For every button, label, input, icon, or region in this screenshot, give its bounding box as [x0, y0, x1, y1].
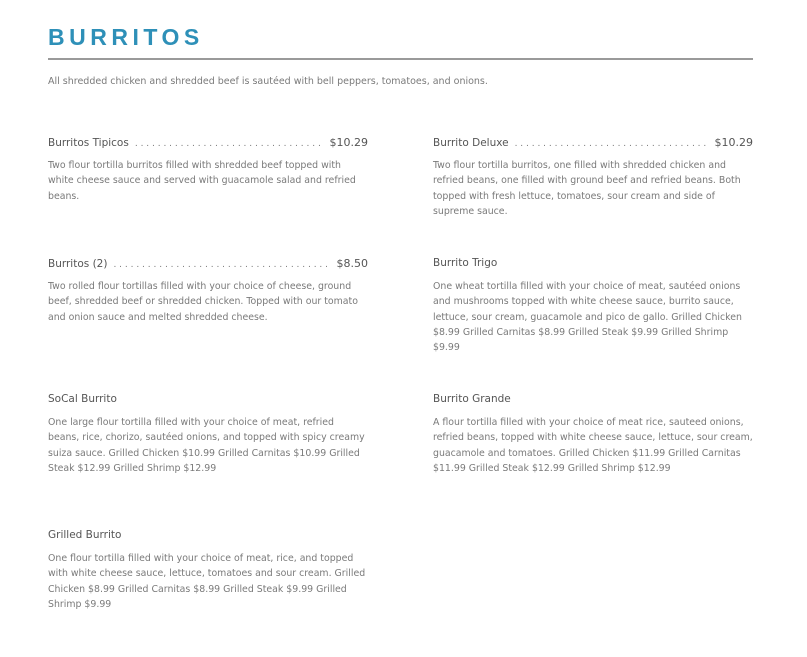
item-description: One flour tortilla filled with your choice of meat, rice, and topped with white cheese sauce, lettuce, tomatoes and sour cream. Grilled Chicken $8.99 Grilled Carnitas $8.99 Grilled Steak $9.99 Grilled Shrimp $9.99	[48, 553, 366, 610]
item-description: Two flour tortilla burritos filled with shredded beef topped with white cheese sauce and served with guacamole salad and refried beans.	[48, 160, 356, 202]
menu-item	[48, 136, 368, 204]
item-name: Burrito Deluxe	[433, 137, 509, 149]
menu-item	[48, 393, 368, 476]
item-price: $10.29	[714, 136, 753, 149]
menu-item	[48, 257, 368, 325]
item-description: One wheat tortilla filled with your choice of meat, sautéed onions and mushrooms topped with white cheese sauce, burrito sauce, lettuce, sour cream, guacamole and pico de gallo. Grilled Chicken $8.99 Grilled Carnitas $8.99 Grilled Steak $9.99 Grilled Shrimp $9.99	[433, 281, 742, 354]
item-name: Burritos Tipicos	[48, 137, 129, 149]
menu-item	[433, 257, 753, 355]
dot-leader	[113, 260, 330, 270]
menu-item	[433, 136, 753, 219]
item-description: A flour tortilla filled with your choice of meat rice, sauteed onions, refried beans, topped with white cheese sauce, lettuce, sour cream, guacamole and tomatoes. Grilled Chicken $11.99 Grilled Carnitas $11.99 Grilled Steak $12.99 Grilled Shrimp $12.99	[433, 417, 753, 474]
menu-item	[433, 393, 753, 476]
item-name: Burrito Grande	[433, 393, 511, 405]
item-description: Two rolled flour tortillas filled with your choice of cheese, ground beef, shredded beef or shredded chicken. Topped with our tomato and onion sauce and melted shredded cheese.	[48, 281, 358, 323]
item-price: $10.29	[329, 136, 368, 149]
menu-item	[48, 529, 368, 612]
item-description: One large flour tortilla filled with your choice of meat, refried beans, rice, chorizo, sautéed onions, and topped with spicy creamy suiza sauce. Grilled Chicken $10.99 Grilled Carnitas $10.99 Grilled Steak $12.99 Grilled Shrimp $12.99	[48, 417, 365, 474]
item-name: Burrito Trigo	[433, 257, 498, 269]
item-name: SoCal Burrito	[48, 393, 117, 405]
title-divider	[48, 58, 753, 60]
item-price: $8.50	[336, 257, 368, 270]
section-title: BURRITOS	[48, 24, 204, 50]
item-description: Two flour tortilla burritos, one filled with shredded chicken and refried beans, one filled with ground beef and refried beans. Both topped with fresh lettuce, tomatoes, sour cream and side of supreme sauce.	[433, 160, 741, 217]
item-name: Grilled Burrito	[48, 529, 122, 541]
dot-leader	[135, 139, 324, 149]
dot-leader	[515, 139, 709, 149]
item-name: Burritos (2)	[48, 258, 108, 270]
section-intro: All shredded chicken and shredded beef is sautéed with bell peppers, tomatoes, and onions.	[48, 76, 488, 87]
